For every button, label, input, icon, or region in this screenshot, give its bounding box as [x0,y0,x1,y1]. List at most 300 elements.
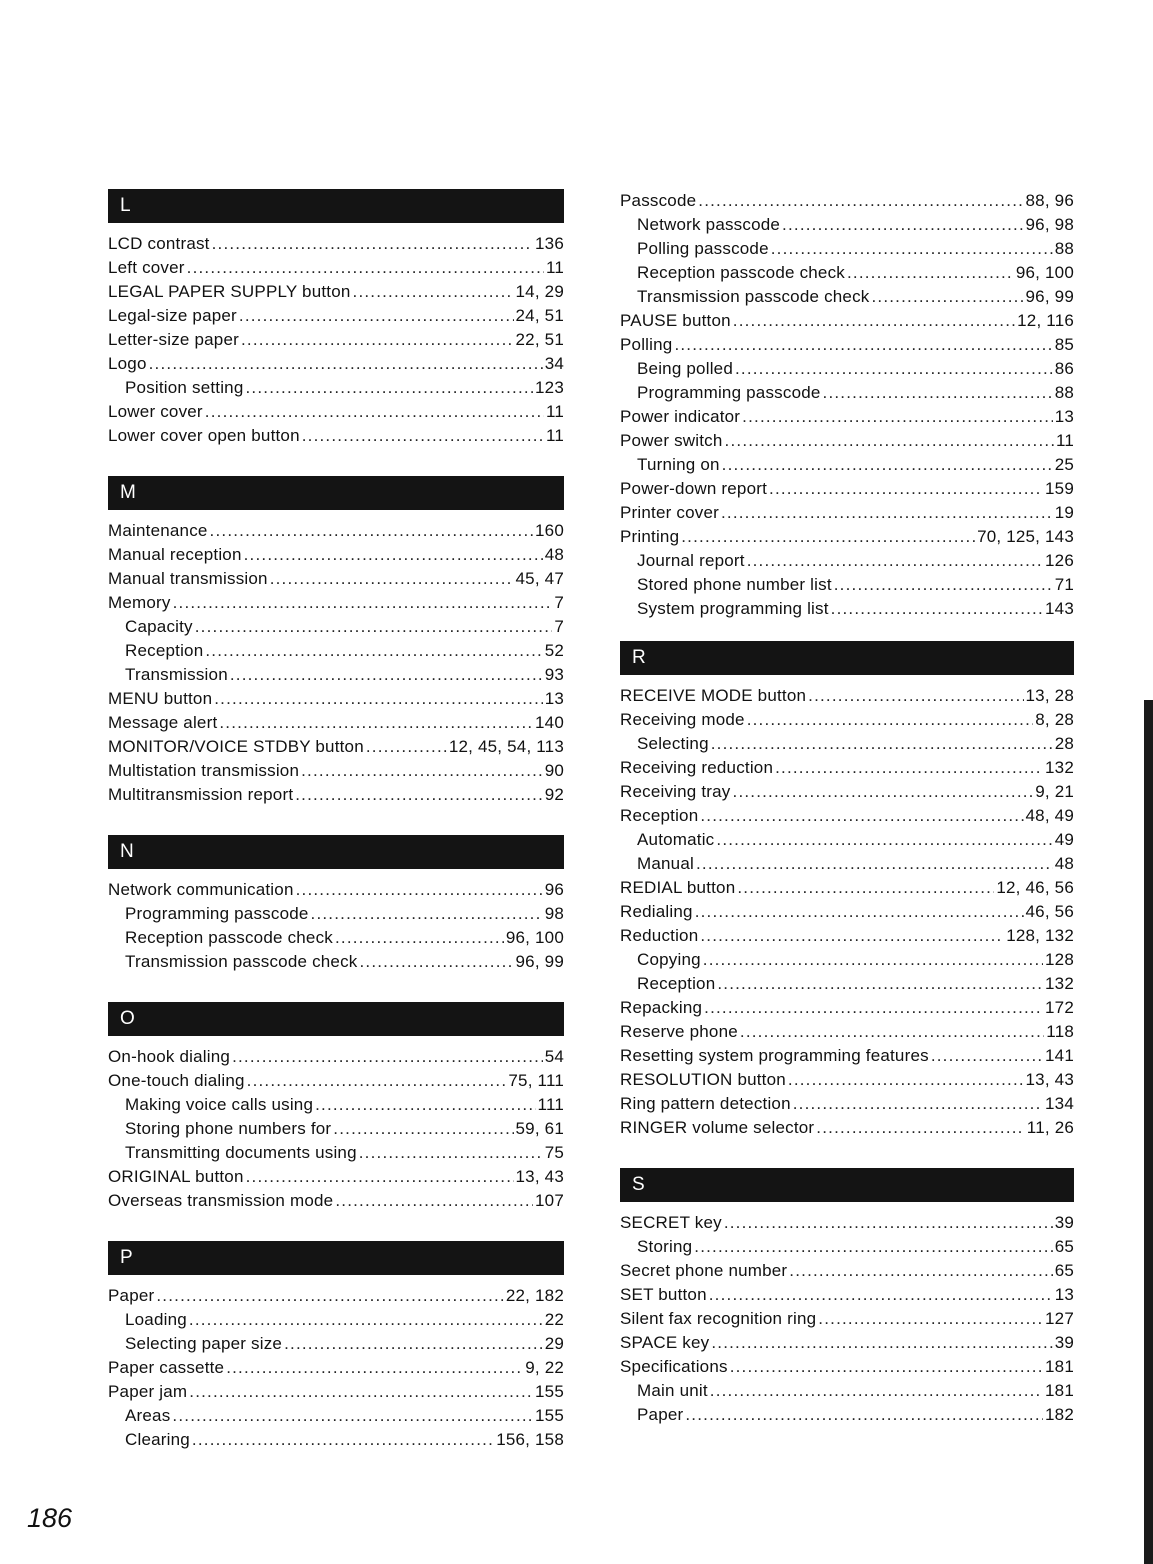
dot-leader [212,232,533,256]
entry-term: Ring pattern detection [620,1094,791,1113]
dot-leader [149,352,543,376]
entry-pages: 107 [535,1191,564,1210]
index-subentry [108,1141,564,1165]
index-section-n [108,835,564,974]
index-subentry [620,948,1074,972]
entry-term: Receiving mode [620,710,745,729]
entry-term: Transmission passcode check [125,952,358,971]
dot-leader [793,1092,1043,1116]
entry-pages: 75 [544,1143,564,1162]
entry-term: Logo [108,354,147,373]
index-subentry [620,852,1074,876]
dot-leader [733,309,1015,333]
index-entry [620,1092,1074,1116]
entry-pages: 96, 100 [505,928,564,947]
entry-term: Paper [637,1405,684,1424]
index-entry [620,684,1074,708]
entry-term: LEGAL PAPER SUPPLY button [108,282,351,301]
index-entry [620,1068,1074,1092]
entry-pages: 54 [544,1047,564,1066]
index-entry [108,1069,564,1093]
entry-term: Storing phone numbers for [125,1119,332,1138]
entry-term: Areas [125,1406,171,1425]
entry-pages: 7 [554,593,564,612]
entry-pages: 136 [535,234,564,253]
dot-leader [722,453,1053,477]
entry-pages: 11 [545,402,564,421]
entry-term: REDIAL button [620,878,736,897]
entry-pages: 128 [1045,950,1074,969]
index-subentry [620,1379,1074,1403]
index-entry [620,1116,1074,1140]
entry-pages: 182 [1045,1405,1074,1424]
index-entry [108,711,564,735]
entry-term: Letter-size paper [108,330,239,349]
index-entry [108,1165,564,1189]
entry-pages: 48, 49 [1025,806,1074,825]
entry-term: Memory [108,593,171,612]
index-subentry [620,453,1074,477]
dot-leader [296,878,543,902]
entry-pages: 143 [1045,599,1074,618]
entry-pages: 181 [1045,1381,1074,1400]
dot-leader [270,567,514,591]
entry-pages: 7 [554,617,564,636]
entry-term: Paper cassette [108,1358,225,1377]
entry-pages: 8, 28 [1035,710,1074,729]
entry-pages: 13, 43 [1025,1070,1074,1089]
entry-term: Reception passcode check [637,263,845,282]
entry-term: Message alert [108,713,218,732]
index-subentry [620,285,1074,309]
entry-term: Reception [637,974,716,993]
entry-term: Loading [125,1310,187,1329]
dot-leader [695,900,1024,924]
index-subentry [108,1332,564,1356]
entry-term: Power indicator [620,407,741,426]
index-entry [108,1045,564,1069]
index-entry [108,878,564,902]
entry-term: Network communication [108,880,294,899]
dot-leader [195,615,553,639]
entry-term: SET button [620,1285,707,1304]
index-subentry [620,549,1074,573]
dot-leader [301,759,543,783]
entry-term: PAUSE button [620,311,731,330]
entry-pages: 39 [1054,1213,1074,1232]
dot-leader [775,756,1043,780]
dot-leader [710,1379,1043,1403]
entry-term: Capacity [125,617,193,636]
entry-term: Specifications [620,1357,728,1376]
index-entry [620,996,1074,1020]
entry-term: Power switch [620,431,723,450]
dot-leader [315,1093,535,1117]
dot-leader [871,285,1023,309]
dot-leader [694,1235,1052,1259]
entry-pages: 19 [1054,503,1074,522]
index-entry [620,1355,1074,1379]
dot-leader [698,189,1023,213]
index-subentry [620,237,1074,261]
dot-leader [353,280,514,304]
index-entry [108,687,564,711]
entry-pages: 92 [544,785,564,804]
index-entry [108,783,564,807]
dot-leader [187,256,544,280]
index-subentry [108,926,564,950]
entry-pages: 59, 61 [515,1119,564,1138]
section-letter-header: L [108,189,564,223]
dot-leader [931,1044,1043,1068]
index-subentry [620,357,1074,381]
dot-leader [189,1308,543,1332]
entry-pages: 159 [1045,479,1074,498]
index-subentry [620,381,1074,405]
dot-leader [747,708,1033,732]
index-section-s [620,1168,1074,1427]
entry-term: Reserve phone [620,1022,738,1041]
entry-pages: 75, 111 [508,1071,564,1090]
entry-pages: 155 [535,1406,564,1425]
dot-leader [239,304,514,328]
entry-pages: 86 [1054,359,1074,378]
entry-term: Copying [637,950,701,969]
entry-pages: 13 [1054,1285,1074,1304]
dot-leader [359,1141,543,1165]
entry-term: Legal-size paper [108,306,237,325]
dot-leader [788,1068,1024,1092]
entry-pages: 22, 182 [505,1286,564,1305]
section-letter-header: O [108,1002,564,1036]
index-entry [620,876,1074,900]
dot-leader [219,711,533,735]
dot-leader [241,328,514,352]
index-entry [620,1307,1074,1331]
index-subentry [108,1308,564,1332]
index-section-p-continued [620,189,1074,621]
dot-leader [704,996,1043,1020]
entry-pages: 65 [1054,1261,1074,1280]
dot-leader [210,519,533,543]
dot-leader [747,549,1043,573]
dot-leader [189,1380,533,1404]
entry-pages: 13 [544,689,564,708]
index-column-left [108,189,564,1480]
index-subentry [108,902,564,926]
index-section-o [108,1002,564,1213]
entry-pages: 123 [535,378,564,397]
index-entry [620,804,1074,828]
dot-leader [230,663,543,687]
entry-pages: 96, 99 [515,952,564,971]
entry-term: Left cover [108,258,185,277]
entry-term: Making voice calls using [125,1095,314,1114]
entry-pages: 71 [1054,575,1074,594]
entry-term: On-hook dialing [108,1047,231,1066]
entry-term: Power-down report [620,479,768,498]
index-entry [108,759,564,783]
entry-pages: 126 [1045,551,1074,570]
dot-leader [685,1403,1043,1427]
entry-pages: 96 [544,880,564,899]
entry-pages: 118 [1046,1022,1074,1041]
page-edge-bar [1144,700,1153,1564]
dot-leader [700,804,1023,828]
entry-pages: 155 [535,1382,564,1401]
entry-term: Receiving reduction [620,758,774,777]
entry-pages: 132 [1045,758,1074,777]
dot-leader [735,357,1053,381]
dot-leader [725,429,1054,453]
dot-leader [818,1307,1043,1331]
index-entry [108,567,564,591]
index-subentry [108,1404,564,1428]
index-entry [108,1284,564,1308]
entry-pages: 111 [537,1095,564,1114]
entry-term: RESOLUTION button [620,1070,786,1089]
dot-leader [703,948,1043,972]
index-entry [620,1044,1074,1068]
dot-leader [717,972,1043,996]
dot-leader [244,543,543,567]
entry-pages: 22 [544,1310,564,1329]
entry-pages: 128, 132 [1006,926,1074,945]
entry-pages: 29 [544,1334,564,1353]
index-entry [620,525,1074,549]
entry-pages: 96, 100 [1015,263,1074,282]
entry-term: Repacking [620,998,703,1017]
entry-pages: 96, 99 [1025,287,1074,306]
dot-leader [808,684,1023,708]
entry-term: Turning on [637,455,720,474]
entry-pages: 49 [1054,830,1074,849]
dot-leader [284,1332,543,1356]
entry-term: Transmission [125,665,228,684]
dot-leader [782,213,1023,237]
entry-pages: 134 [1045,1094,1074,1113]
entry-pages: 156, 158 [496,1430,564,1449]
dot-leader [205,400,544,424]
dot-leader [247,1069,507,1093]
entry-term: Automatic [637,830,715,849]
dot-leader [335,926,504,950]
section-letter-header: S [620,1168,1074,1202]
entry-term: MENU button [108,689,213,708]
index-subentry [620,597,1074,621]
entry-pages: 65 [1054,1237,1074,1256]
index-entry [620,1211,1074,1235]
index-entry [108,591,564,615]
entry-term: Multitransmission report [108,785,294,804]
index-entry [108,1356,564,1380]
index-section-l [108,189,564,448]
index-section-p [108,1241,564,1452]
entry-pages: 181 [1045,1357,1074,1376]
entry-term: Reception passcode check [125,928,333,947]
entry-pages: 12, 46, 56 [996,878,1074,897]
dot-leader [816,1116,1025,1140]
dot-leader [674,333,1052,357]
entry-pages: 9, 22 [525,1358,564,1377]
index-subentry [108,950,564,974]
entry-pages: 11 [545,426,564,445]
entry-term: Paper [108,1286,155,1305]
entry-pages: 25 [1054,455,1074,474]
dot-leader [156,1284,504,1308]
entry-pages: 13 [1054,407,1074,426]
entry-pages: 34 [544,354,564,373]
dot-leader [246,1165,514,1189]
index-subentry [620,573,1074,597]
dot-leader [192,1428,494,1452]
entry-pages: 88 [1054,383,1074,402]
index-subentry [620,213,1074,237]
dot-leader [359,950,513,974]
section-letter-header: M [108,476,564,510]
dot-leader [226,1356,523,1380]
entry-term: One-touch dialing [108,1071,245,1090]
entry-term: Programming passcode [125,904,309,923]
entry-term: Storing [637,1237,693,1256]
index-entry [108,400,564,424]
index-subentry [108,1093,564,1117]
dot-leader [311,902,543,926]
entry-pages: 88, 96 [1025,191,1074,210]
entry-pages: 9, 21 [1035,782,1074,801]
entry-term: Lower cover [108,402,203,421]
index-subentry [620,1403,1074,1427]
entry-term: RECEIVE MODE button [620,686,807,705]
section-letter-header: P [108,1241,564,1275]
entry-pages: 14, 29 [515,282,564,301]
index-entry [620,429,1074,453]
index-entry [620,405,1074,429]
entry-term: Paper jam [108,1382,188,1401]
index-entry [620,309,1074,333]
dot-leader [847,261,1014,285]
index-entry [620,756,1074,780]
entry-term: Resetting system programming features [620,1046,929,1065]
index-entry [108,352,564,376]
index-entry [620,708,1074,732]
index-entry [620,333,1074,357]
entry-term: Manual transmission [108,569,268,588]
entry-term: Reception [125,641,204,660]
dot-leader [246,376,534,400]
dot-leader [771,237,1053,261]
index-subentry [108,615,564,639]
entry-term: Transmitting documents using [125,1143,357,1162]
entry-pages: 39 [1054,1333,1074,1352]
index-entry [620,477,1074,501]
entry-term: Polling passcode [637,239,769,258]
index-entry [108,304,564,328]
index-entry [620,924,1074,948]
index-entry [108,735,564,759]
index-entry [620,1283,1074,1307]
dot-leader [696,852,1053,876]
entry-term: Multistation transmission [108,761,300,780]
entry-term: Maintenance [108,521,208,540]
entry-pages: 88 [1054,239,1074,258]
section-letter-header: N [108,835,564,869]
index-entry [620,189,1074,213]
entry-term: Transmission passcode check [637,287,870,306]
index-entry [620,1331,1074,1355]
dot-leader [681,525,975,549]
index-entry [108,1380,564,1404]
dot-leader [730,1355,1043,1379]
dot-leader [366,735,447,759]
entry-term: Overseas transmission mode [108,1191,334,1210]
dot-leader [716,828,1052,852]
entry-pages: 13, 43 [515,1167,564,1186]
entry-pages: 11, 26 [1026,1118,1074,1137]
entry-pages: 22, 51 [515,330,564,349]
entry-term: Manual [637,854,694,873]
index-entry [620,780,1074,804]
entry-pages: 46, 56 [1025,902,1074,921]
entry-pages: 132 [1045,974,1074,993]
entry-pages: 12, 116 [1017,311,1074,330]
dot-leader [700,924,1004,948]
index-entry [108,280,564,304]
entry-pages: 96, 98 [1025,215,1074,234]
index-entry [108,1189,564,1213]
dot-leader [333,1117,513,1141]
dot-leader [711,732,1053,756]
entry-term: MONITOR/VOICE STDBY button [108,737,364,756]
dot-leader [733,780,1034,804]
entry-term: SECRET key [620,1213,722,1232]
entry-pages: 48 [1054,854,1074,873]
dot-leader [709,1283,1053,1307]
entry-term: Redialing [620,902,693,921]
index-entry [620,900,1074,924]
entry-pages: 11 [1055,431,1074,450]
dot-leader [721,501,1053,525]
index-subentry [108,663,564,687]
index-column-right [620,189,1074,1455]
dot-leader [232,1045,543,1069]
index-entry [108,519,564,543]
index-subentry [108,1428,564,1452]
index-subentry [108,376,564,400]
dot-leader [740,1020,1044,1044]
index-entry [620,1020,1074,1044]
dot-leader [205,639,542,663]
entry-pages: 172 [1045,998,1074,1017]
section-letter-header: R [620,641,1074,675]
entry-term: Manual reception [108,545,242,564]
entry-pages: 85 [1054,335,1074,354]
entry-term: Journal report [637,551,745,570]
dot-leader [834,573,1053,597]
index-subentry [108,1117,564,1141]
entry-term: SPACE key [620,1333,710,1352]
entry-term: Position setting [125,378,244,397]
index-section-m [108,476,564,807]
dot-leader [823,381,1053,405]
entry-pages: 70, 125, 143 [977,527,1074,546]
entry-term: Printer cover [620,503,719,522]
entry-term: Programming passcode [637,383,821,402]
index-entry [108,232,564,256]
entry-term: Polling [620,335,673,354]
entry-term: Receiving tray [620,782,731,801]
entry-term: Clearing [125,1430,190,1449]
